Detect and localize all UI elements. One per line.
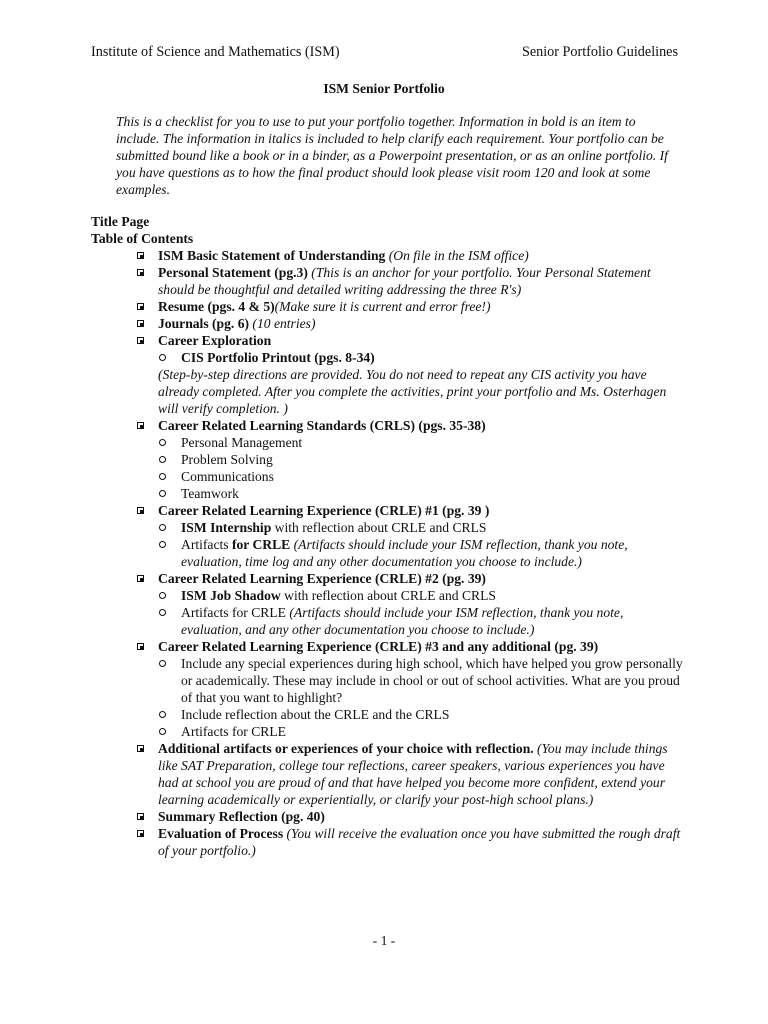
checklist-subitem [91,536,686,570]
item-label: Evaluation of Process [158,826,284,841]
item-label: Personal Statement (pg.3) [158,265,308,280]
intro-paragraph: This is a checklist for you to use to put your portfolio together. Information in bold is an item to include. The information in italics is included to help clarify each requirement. Your portfolio can be submitted bound like a book or in a binder, as a Powerpoint presentation, or as an online portfolio. If you have questions as to how the final product should look please visit room 120 and look at some examples. [116,114,668,197]
bullet-circle-icon [159,473,166,480]
subitem-label: Teamwork [181,486,239,501]
page-title: ISM Senior Portfolio [323,81,445,96]
checkbox-icon [137,303,144,310]
subitem-text: Include any special experiences during high school, which have helped you grow personally or academically. These may include in chool or out of school activities. What are you proud of that you want to highlight? [181,656,683,705]
checklist-subitem [91,587,686,604]
checklist-subitem [91,468,686,485]
checkbox-icon [137,575,144,582]
item-label: Journals (pg. 6) [158,316,250,331]
item-label: ISM Basic Statement of Understanding [158,248,386,263]
header-left: Institute of Science and Mathematics (ISM) [91,44,340,60]
item-note: (10 entries) [252,316,316,331]
header-right: Senior Portfolio Guidelines [521,44,678,60]
checklist-subitem [91,434,686,451]
subitem-label: CIS Portfolio Printout (pgs. 8-34) [181,350,375,365]
subitem-note: (Artifacts should include your ISM reflection, thank you note, evaluation, time log and any other documentation you choose to include.) [181,537,628,569]
checklist-body [91,213,686,859]
subitem-label: Personal Management [181,435,303,450]
checklist-subitem [91,604,686,638]
bullet-circle-icon [159,456,166,463]
bullet-circle-icon [159,490,166,497]
item-label: Additional artifacts or experiences of your choice with reflection. [158,741,534,756]
section-title-page: Title Page [91,214,150,229]
bullet-circle-icon [159,609,166,616]
subitem-text: Artifacts for CRLE [181,724,286,739]
checklist-item [91,638,686,655]
checklist-subitem [91,485,686,502]
item-label: Career Related Learning Experience (CRLE) #1 (pg. 39 ) [158,503,490,518]
subitem-text: with reflection about CRLE and CRLS [271,520,487,535]
bullet-circle-icon [159,728,166,735]
item-label: Career Exploration [158,333,272,348]
checklist-subitem [91,706,686,723]
checklist-subitem [91,519,686,536]
checklist-item [91,740,686,808]
item-note: (This is an anchor for your portfolio. Your Personal Statement should be thoughtful and detailed writing addressing the three R's) [158,265,651,297]
checklist-item [91,298,686,315]
item-note: (Make sure it is current and error free!) [274,299,491,314]
checkbox-icon [137,507,144,514]
checkbox-icon [137,422,144,429]
checkbox-icon [137,320,144,327]
item-label: Summary Reflection (pg. 40) [158,809,325,824]
checklist-item [91,825,686,859]
checklist-item [91,264,686,298]
checklist-subitem [91,349,686,366]
subitem-label: ISM Job Shadow [181,588,281,603]
subitem-label: Problem Solving [181,452,273,467]
item-note: (Step-by-step directions are provided. You do not need to repeat any CIS activity you have already completed. After you complete the activities, print your portfolio and Ms. Osterhagen will verify completion. ) [158,367,667,416]
item-label: Career Related Learning Experience (CRLE) #3 and any additional (pg. 39) [158,639,599,654]
bullet-circle-icon [159,711,166,718]
subitem-text: with reflection about CRLE and CRLS [280,588,496,603]
bullet-circle-icon [159,592,166,599]
checklist-item [91,315,686,332]
bullet-circle-icon [159,439,166,446]
checkbox-icon [137,337,144,344]
section-toc: Table of Contents [91,231,194,246]
subitem-note: (Artifacts should include your ISM reflection, thank you note, evaluation, and any other documentation you choose to include.) [181,605,624,637]
checklist-subitem [91,451,686,468]
bullet-circle-icon [159,354,166,361]
page-header [91,44,678,61]
subitem-label: ISM Internship [181,520,272,535]
item-note: (You will receive the evaluation once you have submitted the rough draft of your portfolio.) [158,826,681,858]
checkbox-icon [137,643,144,650]
checkbox-icon [137,745,144,752]
item-label: Career Related Learning Experience (CRLE) #2 (pg. 39) [158,571,486,586]
subitem-text: Include reflection about the CRLE and the CRLS [181,707,450,722]
bullet-circle-icon [159,660,166,667]
checkbox-icon [137,830,144,837]
bullet-circle-icon [159,541,166,548]
page-number: - 1 - [372,933,396,948]
item-label: Career Related Learning Standards (CRLS) (pgs. 35-38) [158,418,486,433]
subitem-text: Artifacts [181,537,232,552]
checklist-item [91,247,686,264]
checkbox-icon [137,252,144,259]
checklist-item [91,808,686,825]
checklist-item [91,502,686,519]
checklist-item [91,570,686,587]
subitem-label: Communications [181,469,274,484]
checklist-item [91,332,686,349]
bullet-circle-icon [159,524,166,531]
checklist-subitem [91,723,686,740]
item-label: Resume (pgs. 4 & 5) [158,299,275,314]
subitem-text: Artifacts for CRLE [181,605,290,620]
subitem-label: for CRLE [231,537,291,552]
checkbox-icon [137,813,144,820]
item-note: (On file in the ISM office) [388,248,529,263]
checkbox-icon [137,269,144,276]
checklist-subitem [91,655,686,706]
checklist-item [91,417,686,434]
item-note: (You may include things like SAT Preparation, college tour reflections, career speakers, various experiences you have had at school you are proud of and that have helped you become more confident, extend your learning academically or experientially, or clarify your post-high school plans.) [158,741,668,807]
